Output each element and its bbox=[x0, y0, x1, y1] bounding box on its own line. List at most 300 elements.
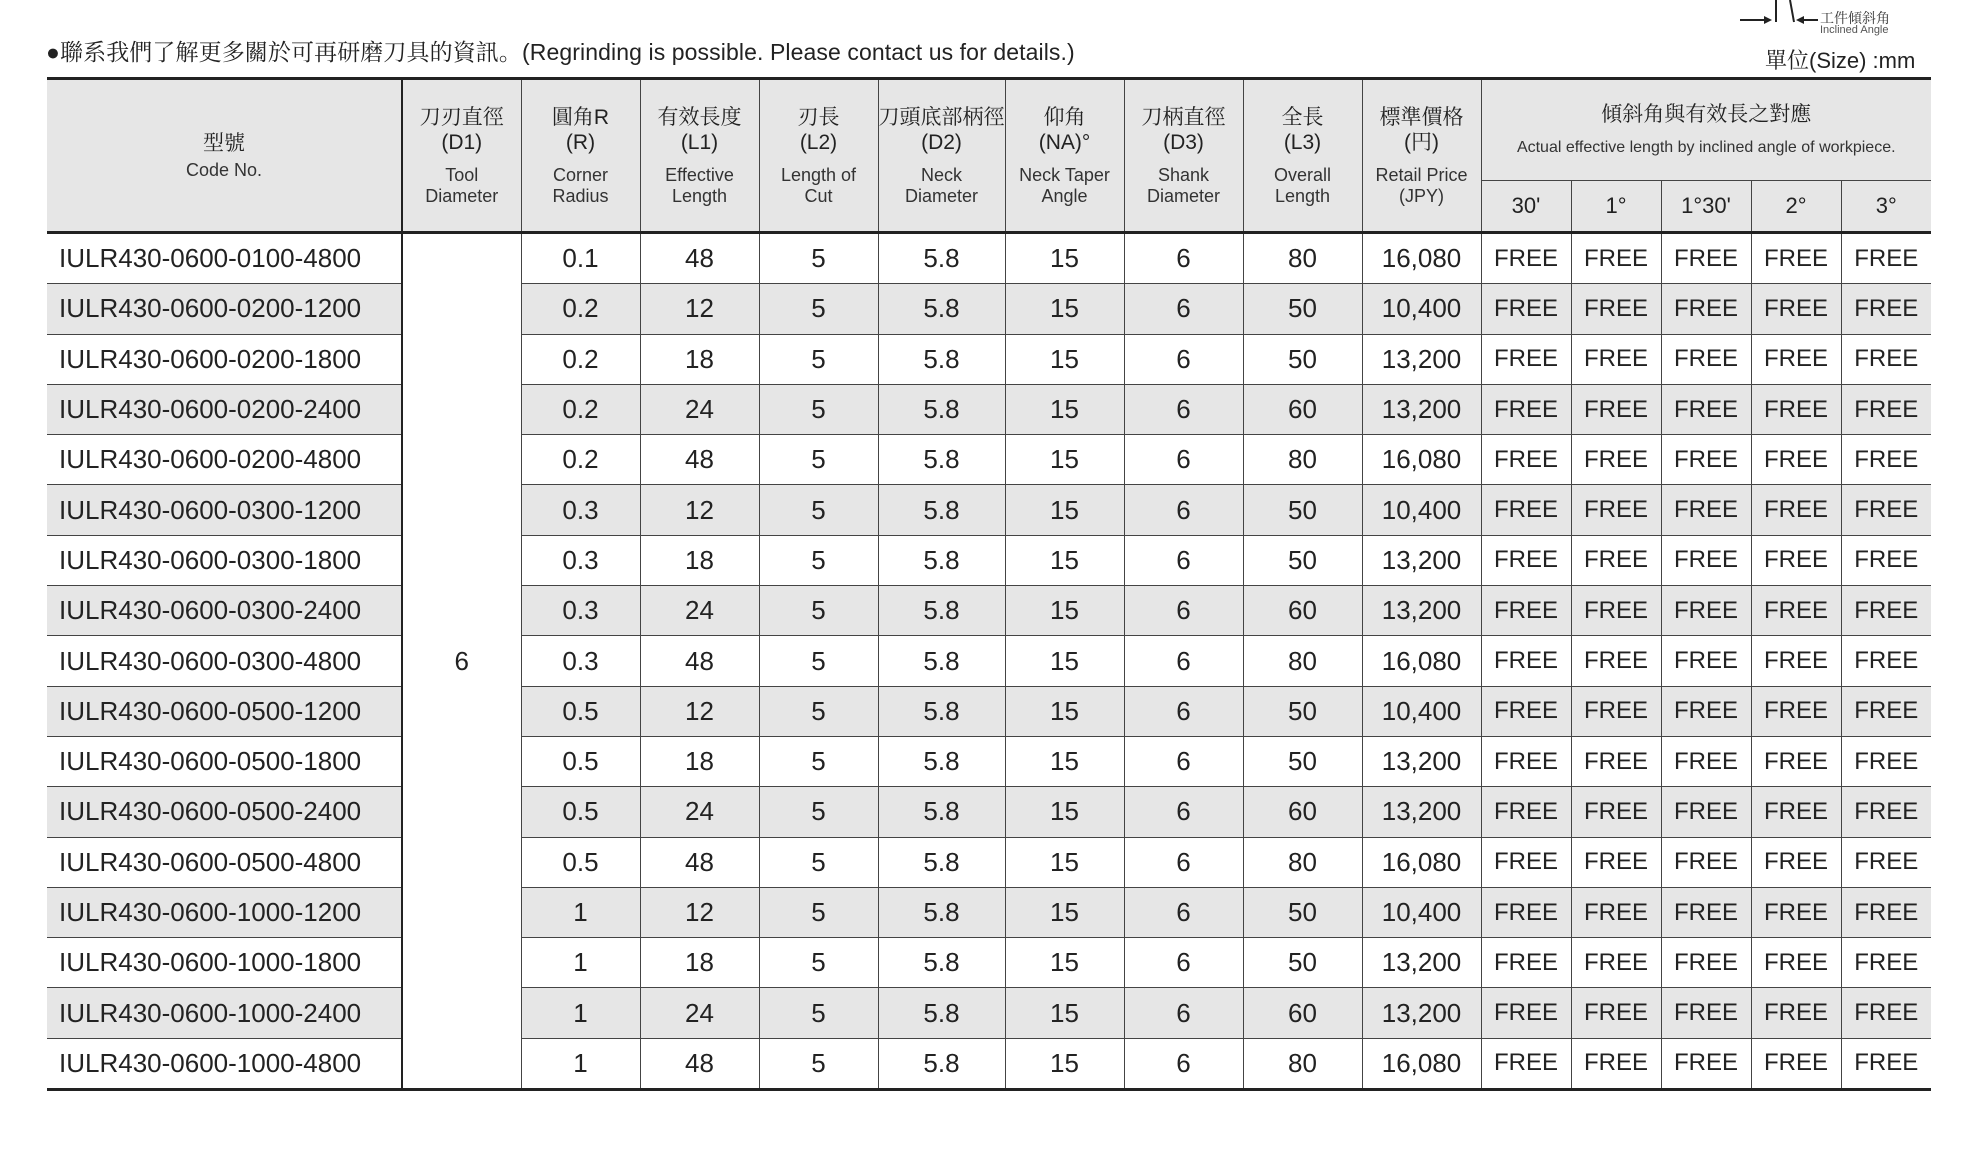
cell-d3: 6 bbox=[1124, 736, 1243, 786]
cell-angle-3: FREE bbox=[1751, 284, 1841, 334]
cell-l3: 60 bbox=[1243, 384, 1362, 434]
cell-l2: 5 bbox=[759, 787, 878, 837]
cell-code: IULR430-0600-0500-1800 bbox=[47, 736, 402, 786]
cell-angle-0: FREE bbox=[1481, 586, 1571, 636]
cell-r: 0.2 bbox=[521, 284, 640, 334]
header-d1-zh: 刀刃直徑 bbox=[419, 105, 504, 129]
cell-l2: 5 bbox=[759, 887, 878, 937]
header-l1-en2: Length bbox=[671, 185, 728, 206]
cell-price: 10,400 bbox=[1362, 686, 1481, 736]
cell-na: 15 bbox=[1005, 988, 1124, 1038]
cell-r: 1 bbox=[521, 938, 640, 988]
header-price bbox=[1362, 79, 1481, 233]
cell-angle-3: FREE bbox=[1751, 334, 1841, 384]
cell-d3: 6 bbox=[1124, 686, 1243, 736]
header-l1-sym: (L1) bbox=[680, 130, 719, 154]
cell-angle-2: FREE bbox=[1661, 334, 1751, 384]
header-angle-group bbox=[1481, 79, 1931, 181]
inclined-angle-label-zh: 工件傾斜角 bbox=[1820, 10, 1890, 26]
table-row bbox=[47, 887, 1931, 937]
cell-angle-3: FREE bbox=[1751, 435, 1841, 485]
table-row bbox=[47, 485, 1931, 535]
cell-r: 0.2 bbox=[521, 334, 640, 384]
header-angle-group-zh: 傾斜角與有效長之對應 bbox=[1601, 103, 1812, 126]
cell-na: 15 bbox=[1005, 435, 1124, 485]
cell-price: 13,200 bbox=[1362, 384, 1481, 434]
inclined-angle-label-en: Inclined Angle bbox=[1820, 24, 1889, 36]
cell-d3: 6 bbox=[1124, 787, 1243, 837]
header-d1 bbox=[402, 79, 521, 233]
unit-label: 單位(Size) :mm bbox=[1765, 48, 1916, 73]
cell-angle-1: FREE bbox=[1571, 233, 1661, 284]
cell-l3: 50 bbox=[1243, 334, 1362, 384]
cell-angle-0: FREE bbox=[1481, 837, 1571, 887]
cell-price: 13,200 bbox=[1362, 334, 1481, 384]
cell-l2: 5 bbox=[759, 384, 878, 434]
cell-angle-2: FREE bbox=[1661, 988, 1751, 1038]
cell-price: 10,400 bbox=[1362, 485, 1481, 535]
inclined-angle-diagram bbox=[1738, 0, 1898, 40]
cell-code: IULR430-0600-1000-2400 bbox=[47, 988, 402, 1038]
cell-d1-tool-diameter: 6 bbox=[402, 233, 521, 1090]
cell-l3: 60 bbox=[1243, 586, 1362, 636]
cell-l1: 24 bbox=[640, 988, 759, 1038]
header-l1-zh: 有效長度 bbox=[657, 105, 742, 129]
cell-angle-3: FREE bbox=[1751, 485, 1841, 535]
cell-l3: 80 bbox=[1243, 233, 1362, 284]
cell-price: 16,080 bbox=[1362, 233, 1481, 284]
regrinding-note: ●聯系我們了解更多關於可再研磨刀具的資訊。(Regrinding is possible. Please contact us for details.) bbox=[46, 39, 1075, 65]
header-d3-en2: Diameter bbox=[1146, 185, 1221, 206]
header-angle-group-en: Actual effective length by inclined angle of workpiece. bbox=[1516, 139, 1896, 156]
table-row bbox=[47, 988, 1931, 1038]
cell-r: 0.2 bbox=[521, 435, 640, 485]
table-row bbox=[47, 535, 1931, 585]
table-row bbox=[47, 837, 1931, 887]
cell-angle-2: FREE bbox=[1661, 1038, 1751, 1089]
cell-angle-4: FREE bbox=[1841, 586, 1931, 636]
cell-angle-0: FREE bbox=[1481, 435, 1571, 485]
cell-d3: 6 bbox=[1124, 938, 1243, 988]
cell-l1: 24 bbox=[640, 586, 759, 636]
header-d2-zh: 刀頭底部柄徑 bbox=[878, 105, 1005, 129]
cell-angle-4: FREE bbox=[1841, 384, 1931, 434]
table-row bbox=[47, 233, 1931, 284]
cell-na: 15 bbox=[1005, 636, 1124, 686]
cell-l3: 50 bbox=[1243, 887, 1362, 937]
cell-code: IULR430-0600-0200-1200 bbox=[47, 284, 402, 334]
cell-l2: 5 bbox=[759, 938, 878, 988]
cell-l3: 50 bbox=[1243, 485, 1362, 535]
cell-l2: 5 bbox=[759, 334, 878, 384]
cell-l3: 50 bbox=[1243, 535, 1362, 585]
cell-d3: 6 bbox=[1124, 586, 1243, 636]
cell-d2: 5.8 bbox=[878, 233, 1005, 284]
cell-d2: 5.8 bbox=[878, 988, 1005, 1038]
cell-na: 15 bbox=[1005, 837, 1124, 887]
table-row bbox=[47, 636, 1931, 686]
cell-r: 0.3 bbox=[521, 485, 640, 535]
cell-l1: 48 bbox=[640, 233, 759, 284]
cell-code: IULR430-0600-1000-1800 bbox=[47, 938, 402, 988]
product-spec-table bbox=[47, 77, 1931, 1091]
cell-d3: 6 bbox=[1124, 535, 1243, 585]
cell-na: 15 bbox=[1005, 787, 1124, 837]
cell-l1: 48 bbox=[640, 1038, 759, 1089]
cell-d2: 5.8 bbox=[878, 837, 1005, 887]
cell-angle-0: FREE bbox=[1481, 938, 1571, 988]
cell-angle-2: FREE bbox=[1661, 435, 1751, 485]
header-d3-en1: Shank bbox=[1157, 164, 1210, 185]
cell-price: 10,400 bbox=[1362, 284, 1481, 334]
header-l2-en1: Length of bbox=[780, 164, 857, 185]
cell-l1: 24 bbox=[640, 384, 759, 434]
cell-d2: 5.8 bbox=[878, 686, 1005, 736]
cell-d3: 6 bbox=[1124, 887, 1243, 937]
cell-angle-3: FREE bbox=[1751, 787, 1841, 837]
cell-l2: 5 bbox=[759, 535, 878, 585]
cell-price: 16,080 bbox=[1362, 1038, 1481, 1089]
cell-angle-1: FREE bbox=[1571, 938, 1661, 988]
cell-r: 0.1 bbox=[521, 233, 640, 284]
cell-d2: 5.8 bbox=[878, 1038, 1005, 1089]
cell-code: IULR430-0600-0100-4800 bbox=[47, 233, 402, 284]
cell-angle-4: FREE bbox=[1841, 837, 1931, 887]
cell-angle-2: FREE bbox=[1661, 787, 1751, 837]
cell-angle-0: FREE bbox=[1481, 736, 1571, 786]
cell-angle-1: FREE bbox=[1571, 435, 1661, 485]
cell-angle-1: FREE bbox=[1571, 284, 1661, 334]
cell-na: 15 bbox=[1005, 586, 1124, 636]
cell-angle-4: FREE bbox=[1841, 535, 1931, 585]
cell-r: 1 bbox=[521, 1038, 640, 1089]
cell-angle-1: FREE bbox=[1571, 384, 1661, 434]
cell-d3: 6 bbox=[1124, 435, 1243, 485]
cell-angle-0: FREE bbox=[1481, 636, 1571, 686]
cell-l1: 12 bbox=[640, 485, 759, 535]
header-angle-30min: 30' bbox=[1481, 181, 1571, 233]
cell-angle-3: FREE bbox=[1751, 938, 1841, 988]
cell-r: 0.5 bbox=[521, 837, 640, 887]
cell-d2: 5.8 bbox=[878, 535, 1005, 585]
cell-angle-1: FREE bbox=[1571, 485, 1661, 535]
cell-price: 13,200 bbox=[1362, 938, 1481, 988]
header-na-zh: 仰角 bbox=[1043, 105, 1086, 129]
cell-l2: 5 bbox=[759, 233, 878, 284]
cell-d3: 6 bbox=[1124, 233, 1243, 284]
cell-angle-2: FREE bbox=[1661, 736, 1751, 786]
table-row bbox=[47, 586, 1931, 636]
cell-d2: 5.8 bbox=[878, 887, 1005, 937]
cell-d3: 6 bbox=[1124, 284, 1243, 334]
cell-na: 15 bbox=[1005, 284, 1124, 334]
header-code-zh: 型號 bbox=[203, 131, 245, 155]
cell-l2: 5 bbox=[759, 284, 878, 334]
cell-na: 15 bbox=[1005, 535, 1124, 585]
cell-angle-4: FREE bbox=[1841, 435, 1931, 485]
table-row bbox=[47, 938, 1931, 988]
cell-price: 16,080 bbox=[1362, 435, 1481, 485]
cell-price: 13,200 bbox=[1362, 535, 1481, 585]
cell-l1: 24 bbox=[640, 787, 759, 837]
cell-price: 13,200 bbox=[1362, 586, 1481, 636]
cell-angle-3: FREE bbox=[1751, 686, 1841, 736]
cell-code: IULR430-0600-0200-4800 bbox=[47, 435, 402, 485]
cell-l3: 50 bbox=[1243, 284, 1362, 334]
cell-d3: 6 bbox=[1124, 636, 1243, 686]
cell-angle-4: FREE bbox=[1841, 233, 1931, 284]
header-l3-en1: Overall bbox=[1273, 164, 1331, 185]
cell-r: 0.5 bbox=[521, 686, 640, 736]
cell-d2: 5.8 bbox=[878, 384, 1005, 434]
cell-l3: 80 bbox=[1243, 1038, 1362, 1089]
header-angle-3deg: 3° bbox=[1841, 181, 1931, 233]
cell-angle-2: FREE bbox=[1661, 233, 1751, 284]
cell-angle-4: FREE bbox=[1841, 736, 1931, 786]
cell-l3: 80 bbox=[1243, 636, 1362, 686]
header-d3-zh: 刀柄直徑 bbox=[1141, 105, 1226, 129]
table-row bbox=[47, 686, 1931, 736]
header-l3-en2: Length bbox=[1274, 185, 1331, 206]
cell-l3: 80 bbox=[1243, 837, 1362, 887]
cell-d2: 5.8 bbox=[878, 284, 1005, 334]
cell-l3: 50 bbox=[1243, 938, 1362, 988]
header-na-en1: Neck Taper bbox=[1019, 164, 1110, 185]
header-price-en1: Retail Price bbox=[1375, 164, 1468, 185]
cell-angle-0: FREE bbox=[1481, 686, 1571, 736]
cell-angle-0: FREE bbox=[1481, 384, 1571, 434]
header-r-en2: Radius bbox=[552, 185, 609, 206]
header-d2-sym: (D2) bbox=[921, 130, 962, 154]
cell-price: 13,200 bbox=[1362, 988, 1481, 1038]
cell-na: 15 bbox=[1005, 485, 1124, 535]
cell-d2: 5.8 bbox=[878, 334, 1005, 384]
cell-d2: 5.8 bbox=[878, 485, 1005, 535]
cell-l2: 5 bbox=[759, 988, 878, 1038]
cell-code: IULR430-0600-0300-1200 bbox=[47, 485, 402, 535]
cell-d3: 6 bbox=[1124, 334, 1243, 384]
cell-na: 15 bbox=[1005, 686, 1124, 736]
cell-r: 0.2 bbox=[521, 384, 640, 434]
cell-na: 15 bbox=[1005, 334, 1124, 384]
cell-angle-1: FREE bbox=[1571, 988, 1661, 1038]
cell-l2: 5 bbox=[759, 1038, 878, 1089]
cell-r: 0.5 bbox=[521, 736, 640, 786]
cell-l2: 5 bbox=[759, 686, 878, 736]
header-na-sym: (NA)° bbox=[1038, 130, 1091, 154]
cell-d3: 6 bbox=[1124, 988, 1243, 1038]
cell-l2: 5 bbox=[759, 736, 878, 786]
header-r-sym: (R) bbox=[565, 130, 596, 154]
cell-angle-3: FREE bbox=[1751, 1038, 1841, 1089]
cell-angle-1: FREE bbox=[1571, 1038, 1661, 1089]
cell-r: 0.3 bbox=[521, 586, 640, 636]
cell-code: IULR430-0600-0500-1200 bbox=[47, 686, 402, 736]
cell-angle-2: FREE bbox=[1661, 938, 1751, 988]
cell-angle-1: FREE bbox=[1571, 586, 1661, 636]
header-d2 bbox=[878, 79, 1005, 233]
table-row bbox=[47, 384, 1931, 434]
cell-d2: 5.8 bbox=[878, 636, 1005, 686]
header-l2-sym: (L2) bbox=[799, 130, 838, 154]
cell-na: 15 bbox=[1005, 384, 1124, 434]
cell-angle-1: FREE bbox=[1571, 887, 1661, 937]
cell-code: IULR430-0600-0300-4800 bbox=[47, 636, 402, 686]
cell-l1: 12 bbox=[640, 284, 759, 334]
cell-l2: 5 bbox=[759, 837, 878, 887]
cell-angle-3: FREE bbox=[1751, 736, 1841, 786]
cell-l1: 18 bbox=[640, 334, 759, 384]
header-l3-zh: 全長 bbox=[1281, 105, 1324, 129]
cell-l2: 5 bbox=[759, 636, 878, 686]
cell-l1: 12 bbox=[640, 887, 759, 937]
cell-code: IULR430-0600-0500-2400 bbox=[47, 787, 402, 837]
cell-angle-3: FREE bbox=[1751, 887, 1841, 937]
cell-angle-3: FREE bbox=[1751, 837, 1841, 887]
cell-na: 15 bbox=[1005, 736, 1124, 786]
cell-angle-0: FREE bbox=[1481, 988, 1571, 1038]
cell-d2: 5.8 bbox=[878, 586, 1005, 636]
cell-angle-2: FREE bbox=[1661, 887, 1751, 937]
cell-angle-0: FREE bbox=[1481, 1038, 1571, 1089]
cell-d3: 6 bbox=[1124, 837, 1243, 887]
cell-angle-3: FREE bbox=[1751, 636, 1841, 686]
header-r-en1: Corner bbox=[552, 164, 609, 185]
cell-price: 13,200 bbox=[1362, 787, 1481, 837]
cell-angle-0: FREE bbox=[1481, 787, 1571, 837]
header-d1-en2: Diameter bbox=[425, 185, 499, 206]
cell-angle-0: FREE bbox=[1481, 233, 1571, 284]
header-l2-en2: Cut bbox=[804, 185, 833, 206]
cell-l1: 48 bbox=[640, 435, 759, 485]
cell-angle-1: FREE bbox=[1571, 686, 1661, 736]
cell-angle-1: FREE bbox=[1571, 837, 1661, 887]
header-d3 bbox=[1124, 79, 1243, 233]
cell-angle-4: FREE bbox=[1841, 686, 1931, 736]
cell-code: IULR430-0600-0200-1800 bbox=[47, 334, 402, 384]
cell-code: IULR430-0600-1000-1200 bbox=[47, 887, 402, 937]
cell-price: 10,400 bbox=[1362, 887, 1481, 937]
cell-angle-2: FREE bbox=[1661, 535, 1751, 585]
header-d2-en1: Neck bbox=[920, 164, 962, 185]
header-l1 bbox=[640, 79, 759, 233]
header-d3-sym: (D3) bbox=[1163, 130, 1204, 154]
header-l3 bbox=[1243, 79, 1362, 233]
cell-angle-3: FREE bbox=[1751, 586, 1841, 636]
cell-angle-4: FREE bbox=[1841, 938, 1931, 988]
cell-na: 15 bbox=[1005, 887, 1124, 937]
table-row bbox=[47, 284, 1931, 334]
cell-angle-1: FREE bbox=[1571, 334, 1661, 384]
cell-l2: 5 bbox=[759, 485, 878, 535]
cell-code: IULR430-0600-1000-4800 bbox=[47, 1038, 402, 1089]
cell-angle-4: FREE bbox=[1841, 636, 1931, 686]
table-row bbox=[47, 435, 1931, 485]
cell-angle-2: FREE bbox=[1661, 485, 1751, 535]
cell-price: 13,200 bbox=[1362, 736, 1481, 786]
inclined-angle-icon bbox=[1738, 0, 1818, 40]
cell-code: IULR430-0600-0300-2400 bbox=[47, 586, 402, 636]
cell-price: 16,080 bbox=[1362, 636, 1481, 686]
cell-l3: 80 bbox=[1243, 435, 1362, 485]
cell-r: 0.5 bbox=[521, 787, 640, 837]
cell-r: 0.3 bbox=[521, 636, 640, 686]
cell-angle-3: FREE bbox=[1751, 384, 1841, 434]
header-l3-sym: (L3) bbox=[1283, 130, 1322, 154]
cell-na: 15 bbox=[1005, 233, 1124, 284]
cell-angle-1: FREE bbox=[1571, 736, 1661, 786]
cell-angle-4: FREE bbox=[1841, 1038, 1931, 1089]
cell-code: IULR430-0600-0200-2400 bbox=[47, 384, 402, 434]
cell-l1: 18 bbox=[640, 938, 759, 988]
cell-price: 16,080 bbox=[1362, 837, 1481, 887]
cell-angle-2: FREE bbox=[1661, 837, 1751, 887]
header-r bbox=[521, 79, 640, 233]
cell-angle-0: FREE bbox=[1481, 887, 1571, 937]
cell-angle-1: FREE bbox=[1571, 636, 1661, 686]
cell-angle-2: FREE bbox=[1661, 586, 1751, 636]
cell-d2: 5.8 bbox=[878, 435, 1005, 485]
cell-d2: 5.8 bbox=[878, 938, 1005, 988]
cell-l1: 12 bbox=[640, 686, 759, 736]
cell-angle-2: FREE bbox=[1661, 284, 1751, 334]
header-angle-1deg: 1° bbox=[1571, 181, 1661, 233]
header-code-en: Code No. bbox=[185, 159, 263, 180]
cell-r: 1 bbox=[521, 887, 640, 937]
header-price-en2: (JPY) bbox=[1399, 185, 1444, 206]
cell-angle-3: FREE bbox=[1751, 988, 1841, 1038]
cell-angle-4: FREE bbox=[1841, 887, 1931, 937]
header-na-en2: Angle bbox=[1041, 185, 1088, 206]
header-price-zh: 標準價格 bbox=[1379, 105, 1464, 129]
cell-code: IULR430-0600-0500-4800 bbox=[47, 837, 402, 887]
cell-d2: 5.8 bbox=[878, 787, 1005, 837]
cell-d3: 6 bbox=[1124, 1038, 1243, 1089]
cell-angle-1: FREE bbox=[1571, 787, 1661, 837]
cell-angle-4: FREE bbox=[1841, 334, 1931, 384]
cell-angle-2: FREE bbox=[1661, 686, 1751, 736]
cell-l1: 48 bbox=[640, 837, 759, 887]
cell-angle-4: FREE bbox=[1841, 787, 1931, 837]
cell-angle-0: FREE bbox=[1481, 535, 1571, 585]
cell-r: 0.3 bbox=[521, 535, 640, 585]
cell-l3: 50 bbox=[1243, 736, 1362, 786]
header-angle-1deg30min: 1°30' bbox=[1661, 181, 1751, 233]
table-row bbox=[47, 334, 1931, 384]
cell-d3: 6 bbox=[1124, 384, 1243, 434]
table-row bbox=[47, 736, 1931, 786]
cell-angle-2: FREE bbox=[1661, 384, 1751, 434]
cell-l1: 48 bbox=[640, 636, 759, 686]
cell-angle-0: FREE bbox=[1481, 284, 1571, 334]
cell-angle-1: FREE bbox=[1571, 535, 1661, 585]
header-d2-en2: Diameter bbox=[904, 185, 979, 206]
cell-angle-2: FREE bbox=[1661, 636, 1751, 686]
header-l2 bbox=[759, 79, 878, 233]
cell-l2: 5 bbox=[759, 435, 878, 485]
cell-l3: 50 bbox=[1243, 686, 1362, 736]
header-code bbox=[47, 79, 402, 233]
table-row bbox=[47, 787, 1931, 837]
cell-na: 15 bbox=[1005, 1038, 1124, 1089]
cell-angle-4: FREE bbox=[1841, 284, 1931, 334]
spec-table-body bbox=[47, 233, 1931, 1090]
header-r-zh: 圓角R bbox=[551, 105, 610, 129]
cell-angle-3: FREE bbox=[1751, 535, 1841, 585]
cell-angle-0: FREE bbox=[1481, 334, 1571, 384]
cell-l3: 60 bbox=[1243, 787, 1362, 837]
cell-angle-4: FREE bbox=[1841, 988, 1931, 1038]
